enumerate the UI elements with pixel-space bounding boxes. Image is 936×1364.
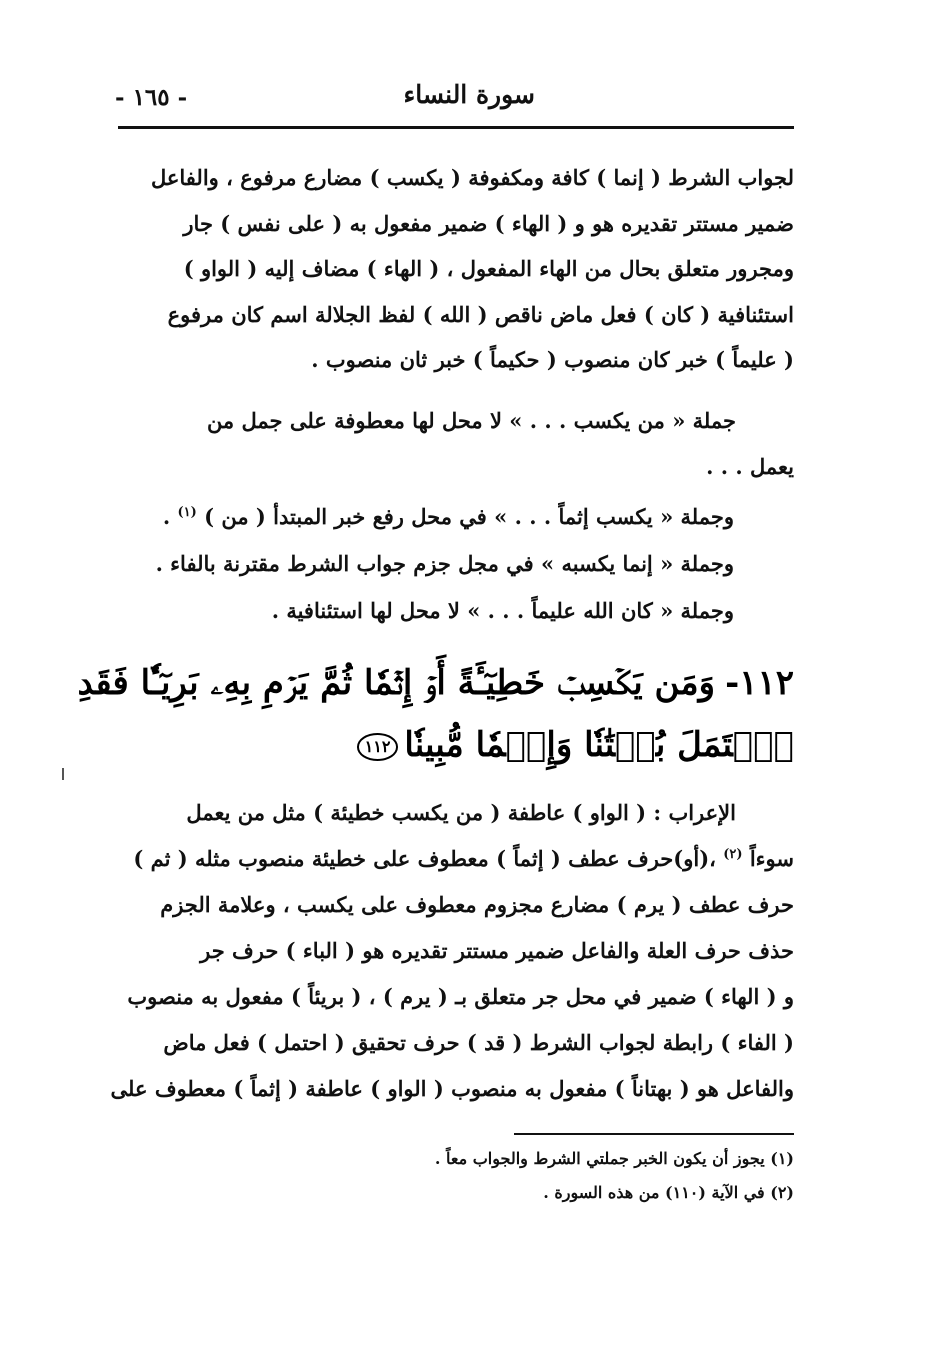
footnote-marker-1: (١) [177,505,197,520]
text-line: حرف عطف ( يرم ) مضارع مجزوم معطوف على يكسب ، وعلامة الجزم [160,892,794,917]
verse-text: وَمَن يَكۡسِبۡ خَطِيٓـَٔةً أَوۡ إِثۡمٗا ثُمَّ يَرۡمِ بِهِۦ بَرِيٓـٔٗا فَقَدِ [77,663,716,703]
text-line: استئنافية ( كان ) فعل ماض ناقص ( الله ) لفظ الجلالة اسم كان مرفوع [167,301,794,327]
page-header [115,78,795,118]
text-line: والفاعل هو ( بهتاناً ) مفعول به منصوب ( الواو ) عاطفة ( إثماً ) معطوف على [110,1076,794,1101]
text-line: الإعراب : ( الواو ) عاطفة ( من يكسب خطيئة ) مثل من يعمل [186,800,736,825]
paragraph-3 [118,493,794,634]
footnote-divider [514,1133,794,1135]
footnote-2: (٢) في الآية (١١٠) من هذه السورة . [543,1183,794,1202]
text-line: ضمير مستتر تقديره هو و ( الهاء ) ضمير مفعول به ( على نفس ) جار [183,210,794,236]
verse-text: ٱحۡتَمَلَ بُهۡتَٰنٗا وَإِثۡمٗا مُّبِينٗا [404,725,794,765]
text-line: وجملة « كان الله عليماً . . . » لا محل لها استئنافية . [271,598,734,623]
footnote-1: (١) يجوز أن يكون الخبر جملتي الشرط والجواب معاً . [434,1149,794,1168]
footnote-marker-2: (٢) [723,847,743,862]
verse-line-2 [118,714,794,776]
quran-verse [77,652,794,776]
page-number: - ١٦٥ - [115,84,188,111]
paragraph-1 [118,155,794,383]
verse-line-1 [77,652,794,714]
text-line: يعمل . . . [706,453,794,479]
text-line: و ( الهاء ) ضمير في محل جر متعلق بـ ( يرم ) ، ( بريئاً ) مفعول به منصوب [127,984,794,1009]
surah-title: سورة النساء [403,80,535,109]
header-divider [118,126,794,129]
verse-number: ١١٢- [725,663,794,703]
text-segment: وجملة « يكسب إثماً . . . » في محل رفع خبر المبتدأ ( من ) [204,504,734,529]
footnotes [144,1142,794,1210]
text-line: حذف حرف العلة والفاعل ضمير مستتر تقديره هو ( الباء ) حرف جر [200,938,794,963]
margin-mark [62,768,64,780]
paragraph-4 [110,790,794,1112]
text-line [118,836,794,882]
paragraph-2 [118,398,794,489]
text-line: وجملة « إنما يكسبه » في مجل جزم جواب الشرط مقترنة بالفاء . [155,551,734,576]
text-line: لجواب الشرط ( إنما ) كافة ومكفوفة ( يكسب ) مضارع مرفوع ، والفاعل [150,165,794,190]
text-segment: سوءاً [749,846,794,871]
verse-end-marker: ١١٢ [357,733,399,761]
text-line: ومجرور متعلق بحال من الهاء المفعول ، ( الهاء ) مضاف إليه ( الواو ) [183,256,794,281]
text-line: ( عليماً ) خبر كان منصوب ( حكيماً ) خبر ثان منصوب . [311,347,794,372]
text-segment: ،(أو)حرف عطف ( إثماً ) معطوف على خطيئة منصوب مثله ( ثم ) [133,846,716,871]
text-line: ( الفاء ) رابطة لجواب الشرط ( قد ) حرف تحقيق ( احتمل ) فعل ماض [163,1030,794,1055]
text-line: جملة « من يكسب . . . » لا محل لها معطوفة على جمل من [206,408,736,433]
text-line: وجملة « يكسب إثماً . . . » في محل رفع خبر المبتدأ ( من ) $^{(١)}$ . [162,504,734,529]
